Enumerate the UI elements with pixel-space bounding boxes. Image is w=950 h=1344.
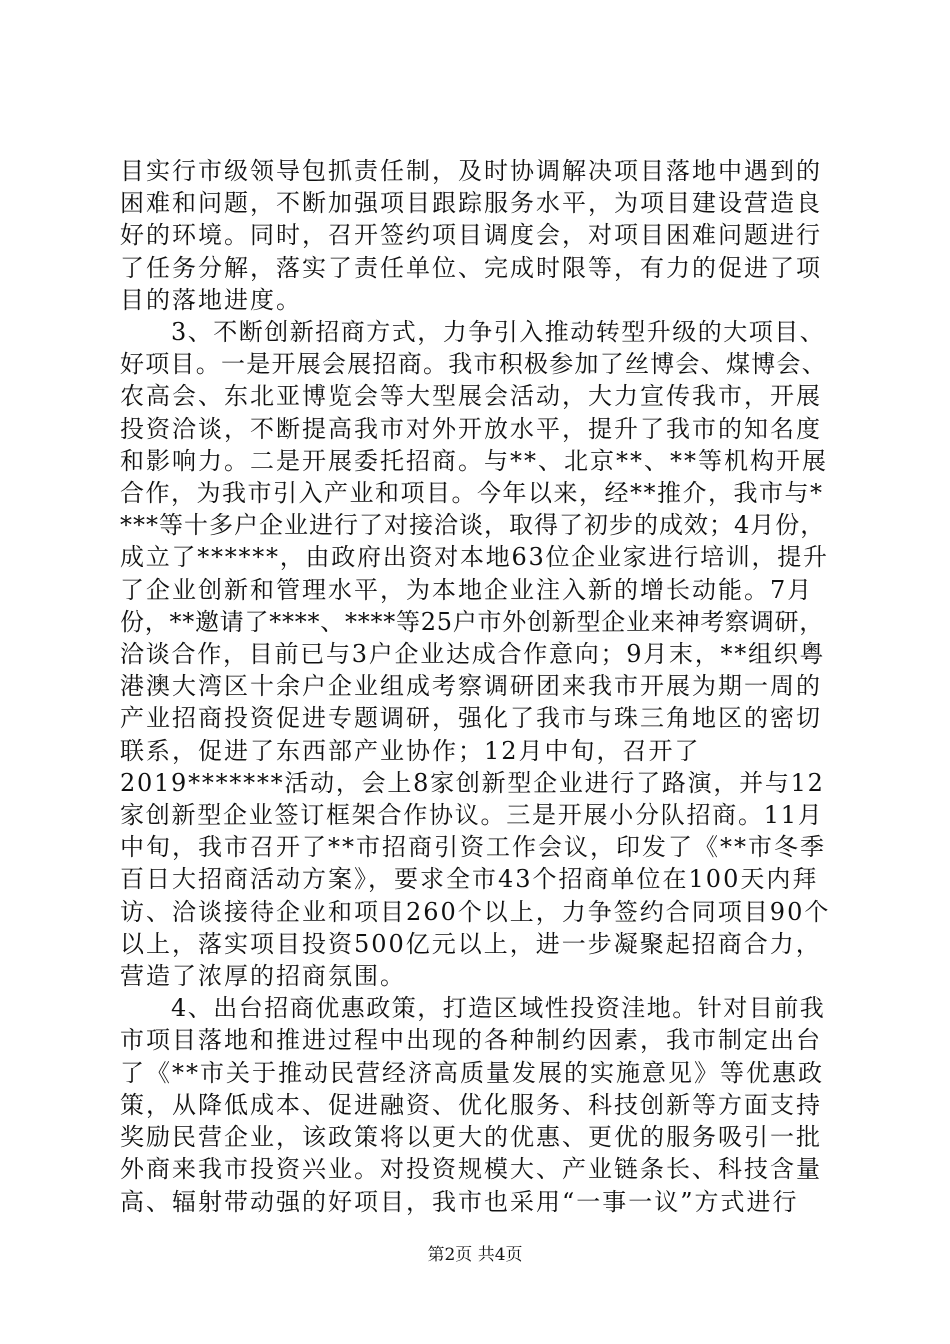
text-line: 港澳大湾区十余户企业组成考察调研团来我市开展为期一周的 [120,672,822,701]
text-line: 和影响力。二是开展委托招商。与**、北京**、**等机构开展 [120,446,828,475]
text-line: 市项目落地和推进过程中出现的各种制约因素，我市制定出台 [120,1026,822,1055]
text-line: 3、不断创新招商方式，力争引入推动转型升级的大项目、 [120,318,826,347]
text-line: 了任务分解，落实了责任单位、完成时限等，有力的促进了项 [120,253,822,282]
page-footer: 第2页 共4页 [427,1245,523,1265]
text-line: 份，**邀请了****、****等25户市外创新型企业来神考察调研， [120,607,825,636]
text-line: 联系，促进了东西部产业协作；12月中旬，召开了 [120,736,701,765]
text-line: 农高会、东北亚博览会等大型展会活动，大力宣传我市，开展 [120,382,822,411]
text-line: 访、洽谈接待企业和项目260个以上，力争签约合同项目90个 [120,897,831,926]
document-body [120,155,830,1218]
text-line: 目实行市级领导包抓责任制，及时协调解决项目落地中遇到的 [120,157,822,185]
text-line: 困难和问题，不断加强项目跟踪服务水平，为项目建设营造良 [120,189,822,218]
text-line: 产业招商投资促进专题调研，强化了我市与珠三角地区的密切 [120,704,822,733]
text-line: 投资洽谈，不断提高我市对外开放水平，提升了我市的知名度 [120,414,822,443]
text-line: 洽谈合作，目前已与3户企业达成合作意向；9月末，**组织粤 [120,640,826,669]
text-line: 家创新型企业签订框架合作协议。三是开展小分队招商。11月 [120,801,824,830]
text-line: 营造了浓厚的招商氛围。 [120,962,406,991]
text-line: 好项目。一是开展会展招商。我市积极参加了丝博会、煤博会、 [120,350,827,379]
text-line: 目的落地进度。 [120,285,302,314]
text-line: 2019*******活动，会上8家创新型企业进行了路演，并与12 [120,768,825,797]
text-line: 成立了******，由政府出资对本地63位企业家进行培训，提升 [120,543,829,572]
text-line: 以上，落实项目投资500亿元以上，进一步凝聚起招商合力， [120,929,822,958]
text-line: ***等十多户企业进行了对接洽谈，取得了初步的成效；4月份， [120,511,826,540]
text-line: 外商来我市投资兴业。对投资规模大、产业链条长、科技含量 [120,1155,822,1184]
text-line: 了企业创新和管理水平，为本地企业注入新的增长动能。7月 [120,575,814,604]
text-line: 奖励民营企业，该政策将以更大的优惠、更优的服务吸引一批 [120,1123,822,1152]
text-line: 中旬，我市召开了**市招商引资工作会议，印发了《**市冬季 [120,833,826,862]
text-line: 策，从降低成本、促进融资、优化服务、科技创新等方面支持 [120,1090,822,1119]
text-line: 高、辐射带动强的好项目，我市也采用“一事一议”方式进行 [120,1187,799,1216]
text-line: 百日大招商活动方案》，要求全市43个招商单位在100天内拜 [120,865,819,894]
text-line: 了《**市关于推动民营经济高质量发展的实施意见》等优惠政 [120,1058,824,1087]
text-line: 好的环境。同时，召开签约项目调度会，对项目困难问题进行 [120,221,822,250]
text-line: 合作，为我市引入产业和项目。今年以来，经**推介，我市与* [120,479,824,508]
text-line: 4、出台招商优惠政策，打造区域性投资洼地。针对目前我 [120,994,826,1023]
